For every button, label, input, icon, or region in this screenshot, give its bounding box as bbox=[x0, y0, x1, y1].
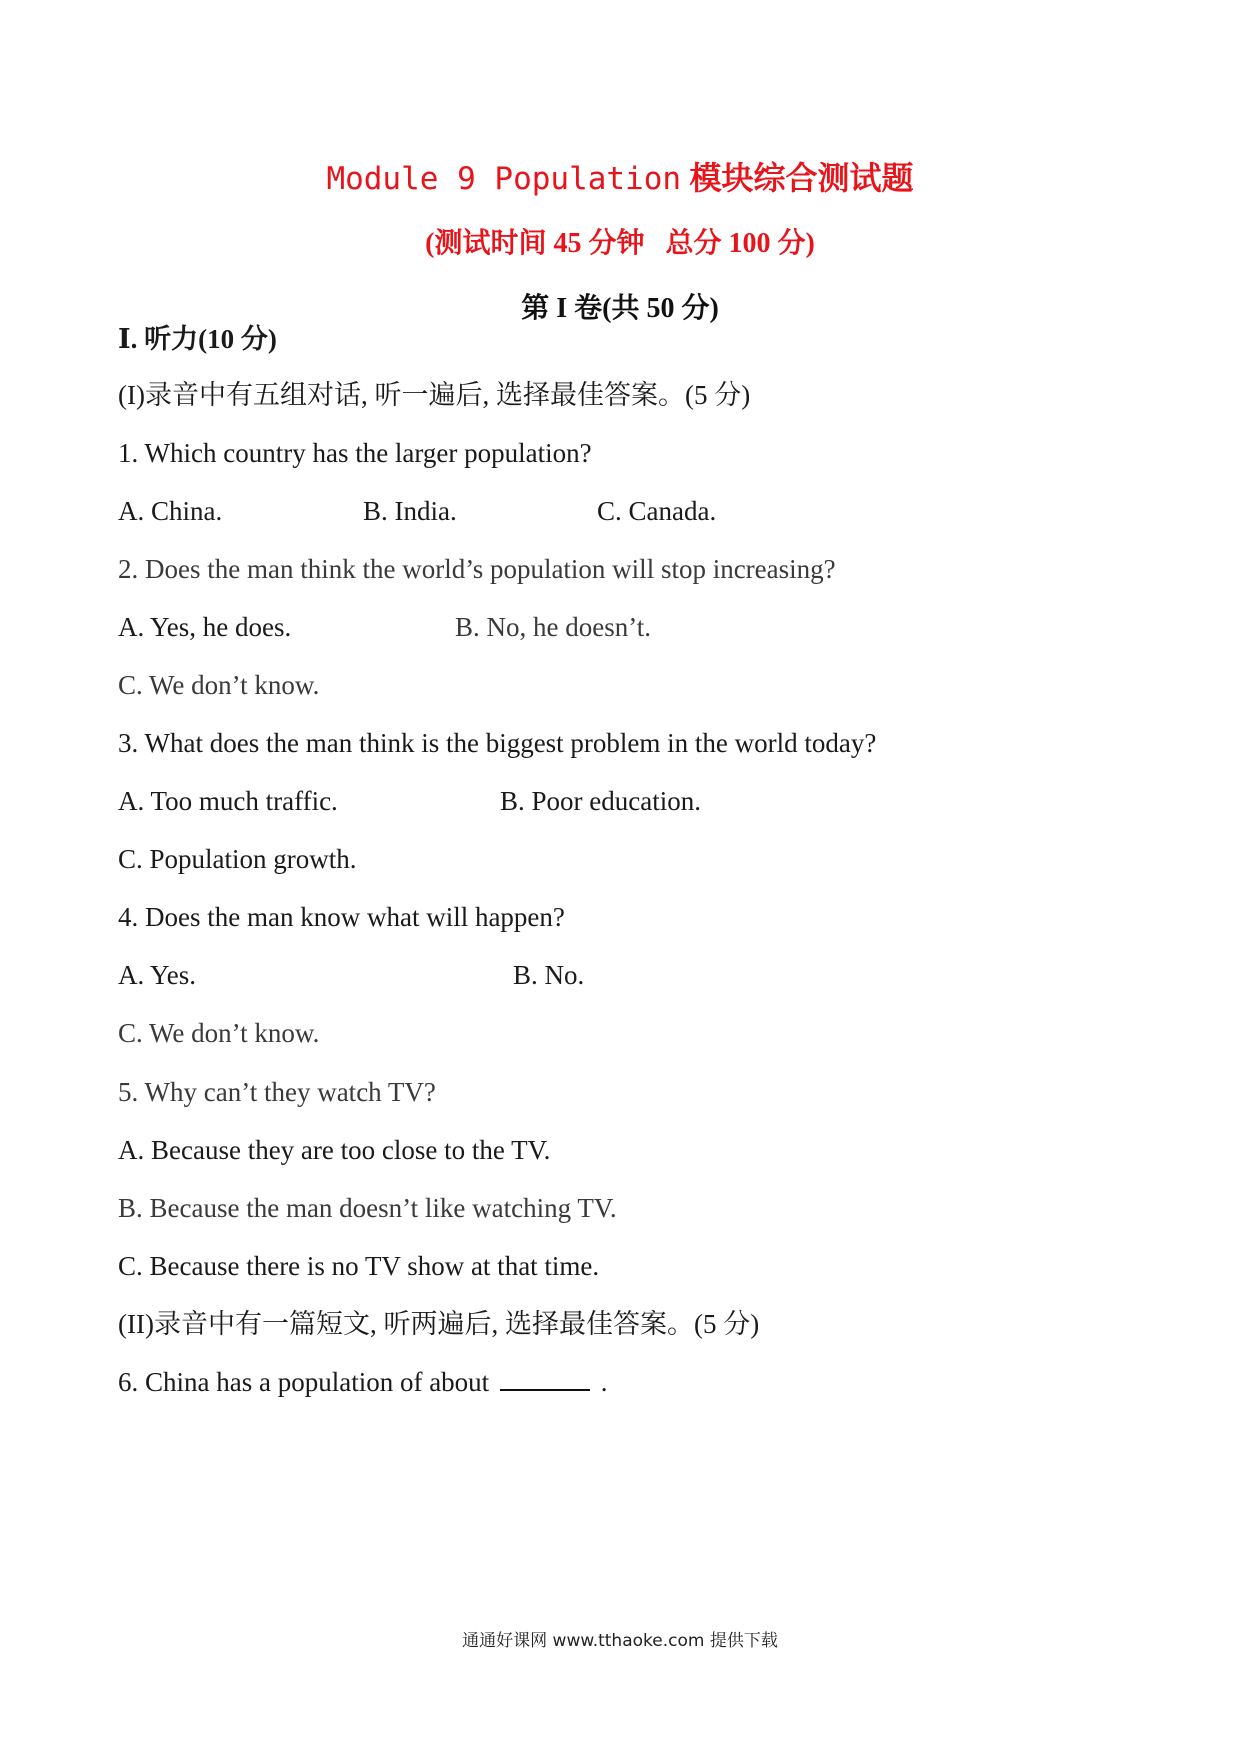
question-3-option-c: C. Population growth. bbox=[118, 844, 357, 874]
question-1-option-b: B. India. bbox=[363, 496, 457, 526]
paper-section-title: 第 I 卷(共 50 分) bbox=[521, 293, 719, 324]
question-5-option-a: A. Because they are too close to the TV. bbox=[118, 1135, 551, 1165]
question-3-option-b: B. Poor education. bbox=[500, 786, 701, 816]
test-time-subtitle: (测试时间 45 分钟 总分 100 分) bbox=[425, 228, 815, 259]
title-english: Module 9 Population bbox=[326, 161, 682, 197]
question-5-option-c: C. Because there is no TV show at that time. bbox=[118, 1251, 600, 1281]
question-5-stem: 5. Why can’t they watch TV? bbox=[118, 1077, 436, 1107]
title-chinese: 模块综合测试题 bbox=[689, 159, 914, 197]
question-3-stem: 3. What does the man think is the biggest problem in the world today? bbox=[118, 728, 877, 758]
listening-heading: Ⅰ. 听力(10 分) bbox=[118, 324, 277, 354]
question-6-stem bbox=[118, 1365, 607, 1399]
question-4-option-c: C. We don’t know. bbox=[118, 1018, 320, 1048]
question-6-period: . bbox=[600, 1367, 608, 1397]
question-1-stem: 1. Which country has the larger population? bbox=[118, 438, 592, 468]
question-2-stem: 2. Does the man think the world’s population will stop increasing? bbox=[118, 554, 836, 584]
question-1-option-c: C. Canada. bbox=[597, 496, 717, 526]
part1-instruction: (I)录音中有五组对话, 听一遍后, 选择最佳答案。(5 分) bbox=[118, 380, 751, 410]
answer-blank bbox=[500, 1365, 590, 1391]
question-3-option-a: A. Too much traffic. bbox=[118, 786, 338, 816]
question-4-option-a: A. Yes. bbox=[118, 960, 197, 990]
question-2-option-a: A. Yes, he does. bbox=[118, 612, 292, 642]
part2-instruction: (II)录音中有一篇短文, 听两遍后, 选择最佳答案。(5 分) bbox=[118, 1309, 760, 1339]
question-6-text: 6. China has a population of about bbox=[118, 1367, 490, 1397]
question-2-option-b: B. No, he doesn’t. bbox=[455, 612, 651, 642]
footer-credit: 通通好课网 www.tthaoke.com 提供下载 bbox=[462, 1631, 778, 1651]
question-4-option-b: B. No. bbox=[513, 960, 585, 990]
page-title bbox=[0, 158, 1240, 199]
question-4-stem: 4. Does the man know what will happen? bbox=[118, 902, 565, 932]
question-1-option-a: A. China. bbox=[118, 496, 223, 526]
question-5-option-b: B. Because the man doesn’t like watching TV. bbox=[118, 1193, 617, 1223]
question-2-option-c: C. We don’t know. bbox=[118, 670, 320, 700]
